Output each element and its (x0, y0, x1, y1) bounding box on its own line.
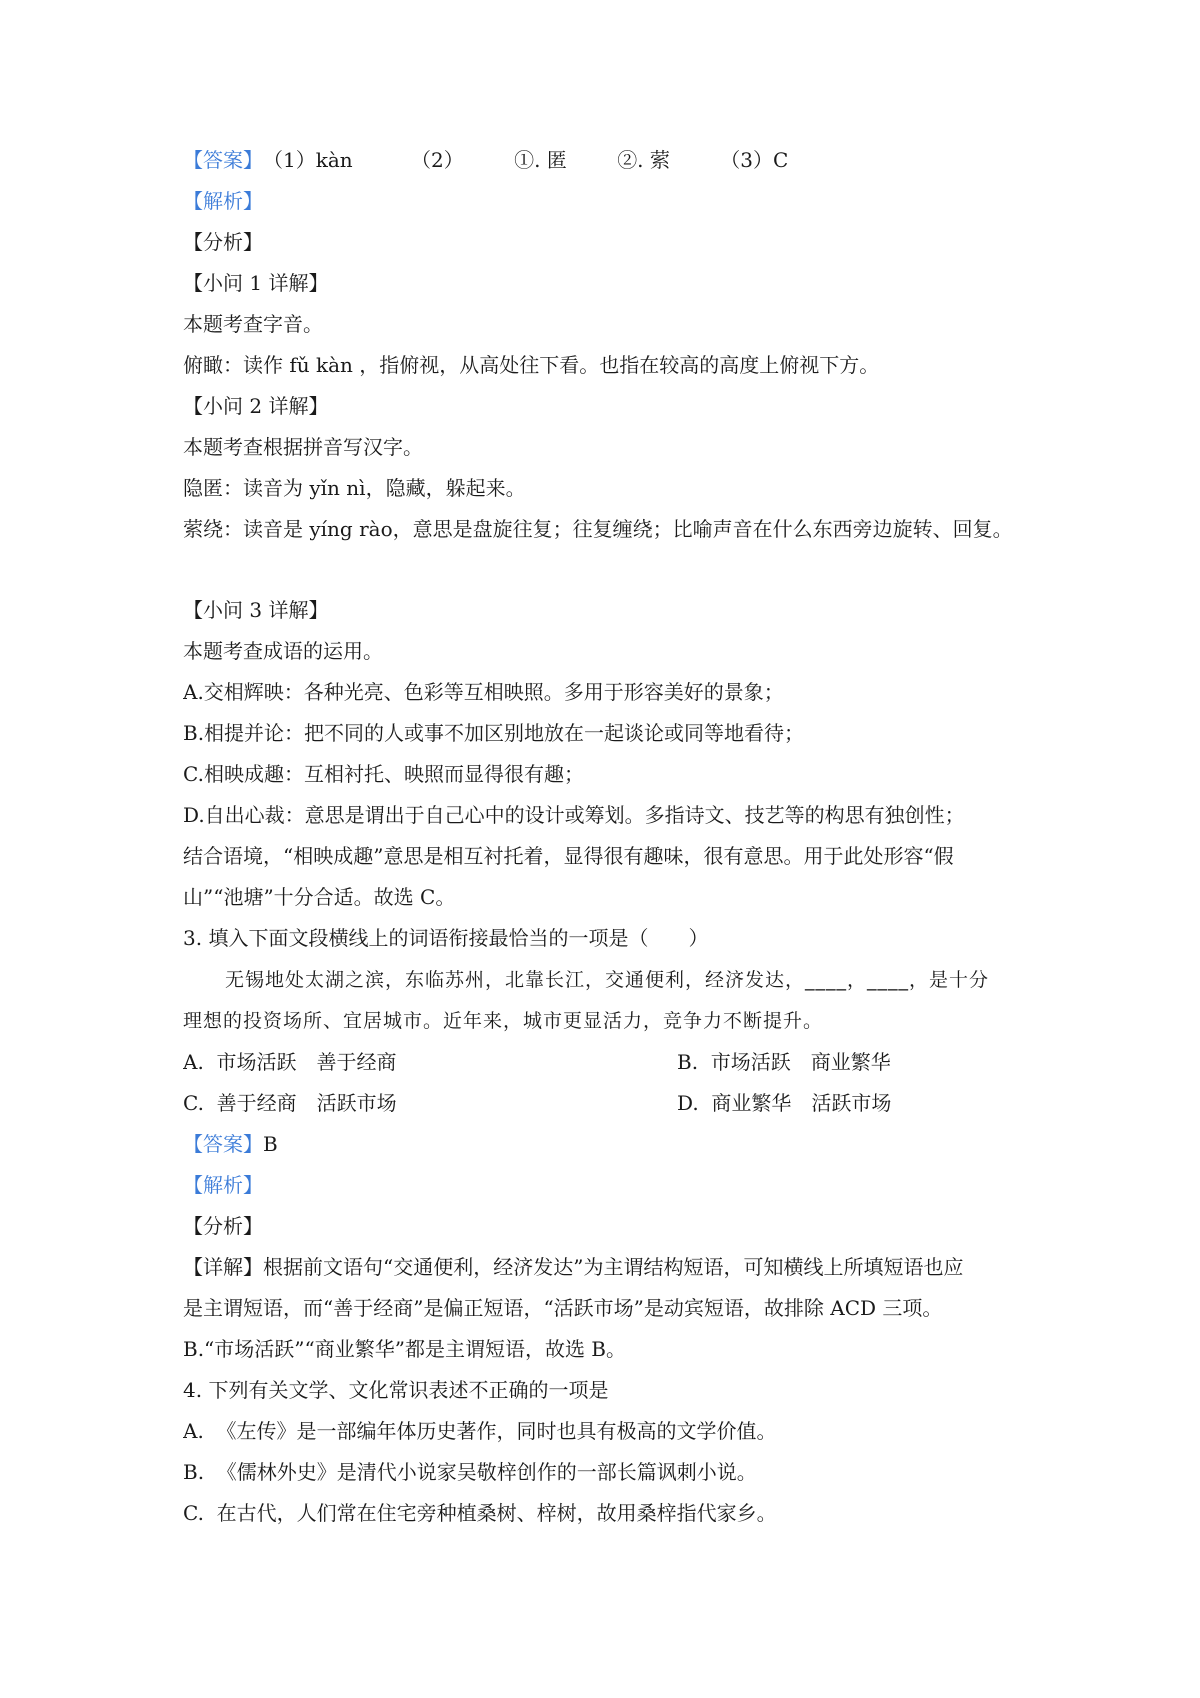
sub2-line: 本题考查根据拼音写汉字。 (183, 435, 423, 459)
answer-part-5: （3）C (720, 148, 789, 172)
q3-detail-line: B.“市场活跃”“商业繁华”都是主谓短语，故选 B。 (183, 1337, 627, 1361)
q3-detail-line: 是主谓短语，而“善于经商”是偏正短语，“活跃市场”是动宾短语，故排除 ACD 三项。 (183, 1296, 943, 1320)
answer-value: B (263, 1132, 278, 1156)
q3-answer-line (183, 1124, 1050, 1165)
answer-part-1: （1）kàn (263, 148, 353, 172)
sub3-line: 结合语境，“相映成趣”意思是相互衬托着，显得很有趣味，很有意思。用于此处形容“假 (183, 844, 954, 868)
answer-part-4: ②. 萦 (617, 148, 670, 172)
sub2-line: 萦绕：读音是 yíng rào，意思是盘旋往复；往复缠绕；比喻声音在什么东西旁边旋转、回复。 (183, 517, 1013, 541)
detail-text: 根据前文语句“交通便利，经济发达”为主谓结构短语，可知横线上所填短语也应 (263, 1255, 964, 1279)
q2-answer-line (183, 140, 1050, 181)
q3-passage-line: 理想的投资场所、宜居城市。近年来，城市更显活力，竞争力不断提升。 (183, 1010, 824, 1032)
analysis-tag: 【解析】 (183, 1173, 263, 1197)
sub2-title: 【小问 2 详解】 (183, 394, 329, 418)
option-a: A. 市场活跃 善于经商 (183, 1050, 397, 1074)
answer-part-2: （2） (411, 148, 464, 172)
sub1-line: 俯瞰：读作 fǔ kàn ，指俯视，从高处往下看。也指在较高的高度上俯视下方。 (183, 353, 880, 377)
answer-tag: 【答案】 (183, 148, 263, 172)
q3-options-row (183, 1042, 1050, 1083)
option-b: B. 市场活跃 商业繁华 (677, 1050, 891, 1074)
sub3-line: C.相映成趣：互相衬托、映照而显得很有趣； (183, 762, 584, 786)
q4-option-b: B. 《儒林外史》是清代小说家吴敬梓创作的一部长篇讽刺小说。 (183, 1460, 757, 1484)
answer-part-3: ①. 匿 (514, 148, 567, 172)
q3-options-row (183, 1083, 1050, 1124)
q4-option-c: C. 在古代，人们常在住宅旁种植桑树、梓树，故用桑梓指代家乡。 (183, 1501, 777, 1525)
option-c: C. 善于经商 活跃市场 (183, 1091, 397, 1115)
q4-stem: 4. 下列有关文学、文化常识表述不正确的一项是 (183, 1378, 609, 1402)
sub1-title: 【小问 1 详解】 (183, 271, 329, 295)
sub3-line: B.相提并论：把不同的人或事不加区别地放在一起谈论或同等地看待； (183, 721, 805, 745)
answer-tag: 【答案】 (183, 1132, 263, 1156)
q3-passage-line: 无锡地处太湖之滨，东临苏州，北靠长江，交通便利，经济发达，____，____，是十分 (225, 969, 990, 991)
sub2-line: 隐匿：读音为 yǐn nì，隐藏，躲起来。 (183, 476, 526, 500)
sub3-title: 【小问 3 详解】 (183, 598, 329, 622)
sub3-line: 山”“池塘”十分合适。故选 C。 (183, 885, 456, 909)
sub1-line: 本题考查字音。 (183, 312, 323, 336)
q4-option-a: A. 《左传》是一部编年体历史著作，同时也具有极高的文学价值。 (183, 1419, 777, 1443)
option-d: D. 商业繁华 活跃市场 (677, 1091, 892, 1115)
fenxi-tag: 【分析】 (183, 1214, 263, 1238)
q3-detail-line (183, 1247, 1050, 1288)
sub3-line: D.自出心裁：意思是谓出于自己心中的设计或筹划。多指诗文、技艺等的构思有独创性； (183, 803, 965, 827)
detail-tag: 【详解】 (183, 1255, 263, 1279)
analysis-tag: 【解析】 (183, 189, 263, 213)
fenxi-tag: 【分析】 (183, 230, 263, 254)
sub3-line: A.交相辉映：各种光亮、色彩等互相映照。多用于形容美好的景象； (183, 680, 784, 704)
sub3-line: 本题考查成语的运用。 (183, 639, 383, 663)
q3-stem: 3. 填入下面文段横线上的词语衔接最恰当的一项是（ ） (183, 926, 709, 950)
